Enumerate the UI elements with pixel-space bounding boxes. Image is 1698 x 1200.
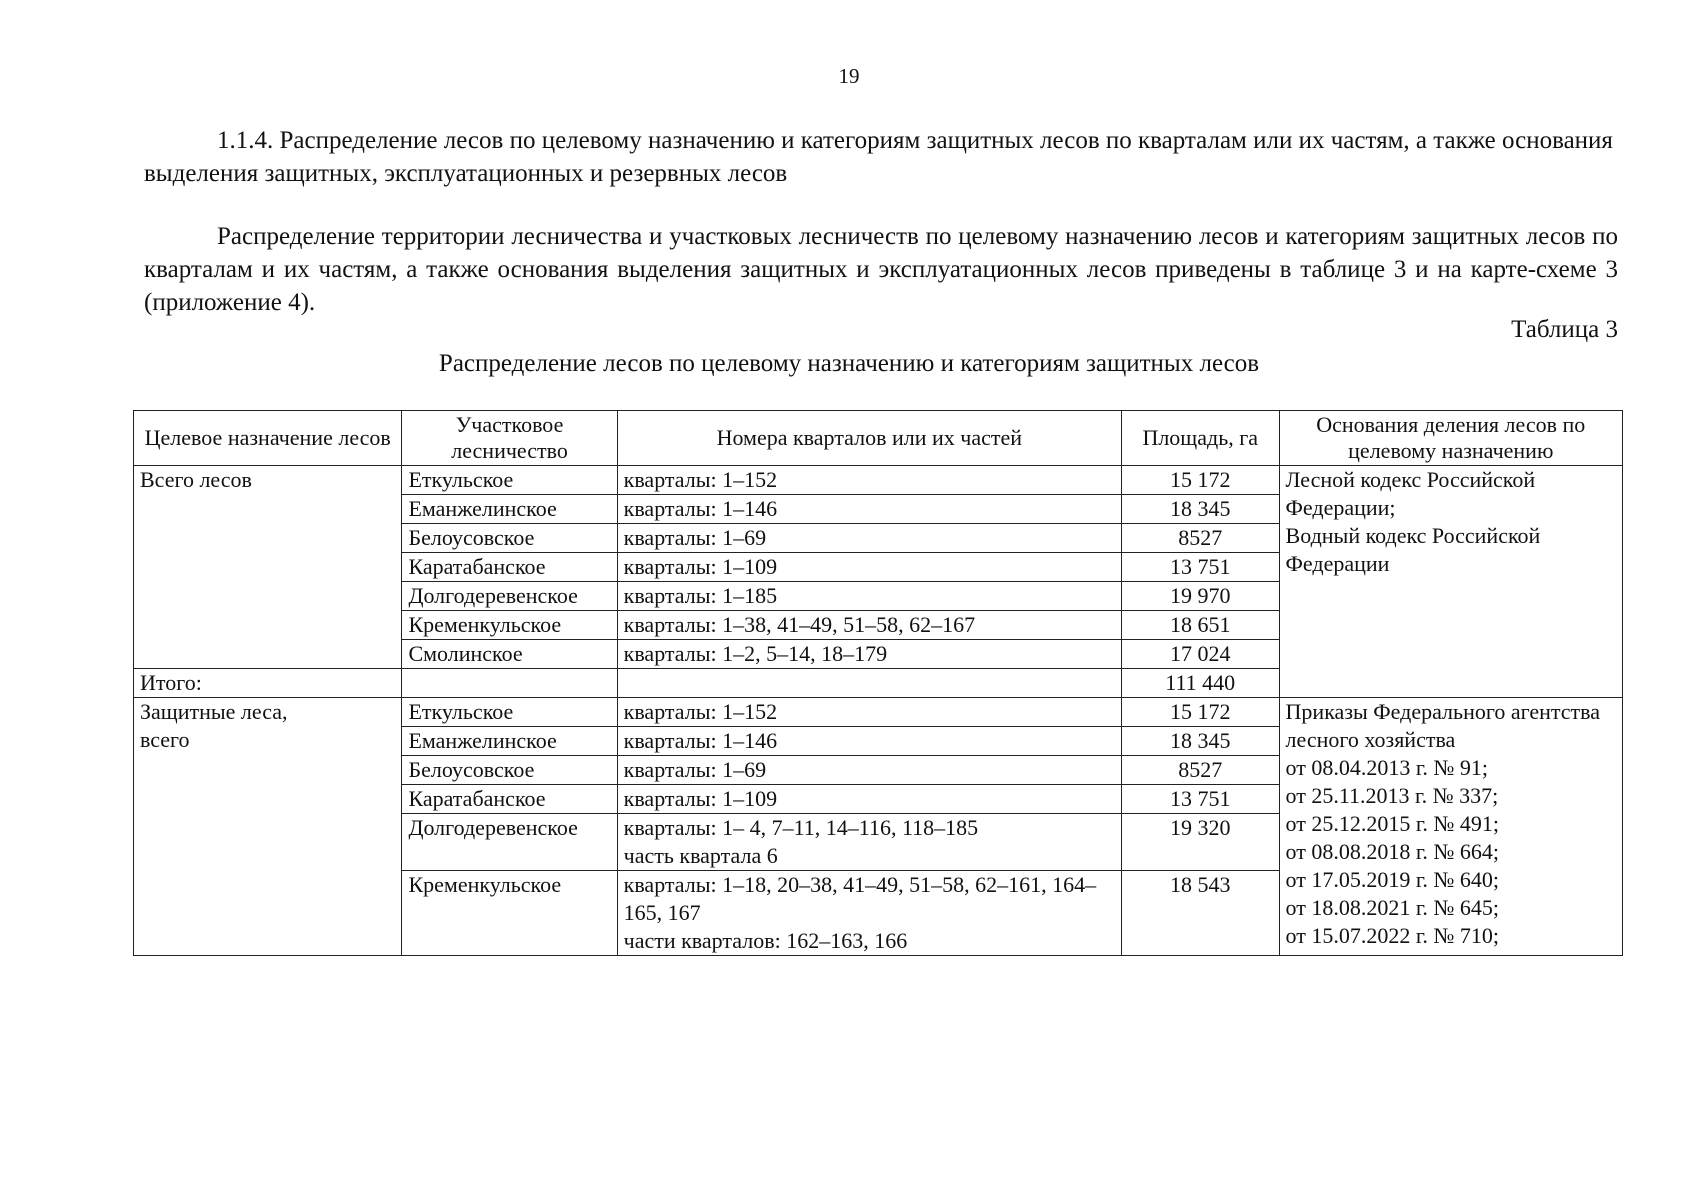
- quarters-cell: кварталы: 1–185: [617, 582, 1121, 611]
- area-cell: 18 543: [1121, 871, 1279, 956]
- table-label: Таблица 3: [1511, 316, 1618, 343]
- basis-line: от 15.07.2022 г. № 710;: [1285, 923, 1499, 948]
- table-header-row: [134, 411, 1623, 466]
- table-row: [134, 466, 1623, 495]
- quarters-cell: кварталы: 1–109: [617, 553, 1121, 582]
- forestry-cell: Каратабанское: [402, 785, 617, 814]
- table-title: Распределение лесов по целевому назначению и категориям защитных лесов: [438, 350, 1260, 377]
- quarters-cell: кварталы: 1–109: [617, 785, 1121, 814]
- quarters-cell: [617, 814, 1121, 871]
- forestry-cell: Еманжелинское: [402, 495, 617, 524]
- basis-line: от 08.08.2018 г. № 664;: [1285, 839, 1499, 864]
- basis-cell-orders: [1279, 698, 1622, 956]
- quarters-cell: [617, 871, 1121, 956]
- empty-cell: [617, 669, 1121, 698]
- total-label: Итого:: [134, 669, 402, 698]
- forestry-cell: Смолинское: [402, 640, 617, 669]
- forestry-cell: Каратабанское: [402, 553, 617, 582]
- section-heading: 1.1.4. Распределение лесов по целевому назначению и категориям защитных лесов по кварталам или их частям, а также основания выделения защитных, эксплуатационных и резервных лесов: [144, 127, 1613, 187]
- area-cell: 15 172: [1121, 698, 1279, 727]
- basis-line: от 25.11.2013 г. № 337;: [1285, 783, 1499, 808]
- quarters-cell: кварталы: 1–152: [617, 466, 1121, 495]
- header-quarters: Номера кварталов или их частей: [617, 411, 1121, 466]
- quarters-line: часть квартала 6: [623, 843, 778, 868]
- area-cell: 18 345: [1121, 727, 1279, 756]
- forestry-cell: Кременкульское: [402, 871, 617, 956]
- purpose-cell-all-forests: Всего лесов: [134, 466, 402, 669]
- forestry-cell: Еманжелинское: [402, 727, 617, 756]
- page-number: 19: [838, 64, 860, 88]
- forestry-cell: Белоусовское: [402, 756, 617, 785]
- quarters-cell: кварталы: 1–152: [617, 698, 1121, 727]
- quarters-cell: кварталы: 1–38, 41–49, 51–58, 62–167: [617, 611, 1121, 640]
- table-row: [134, 698, 1623, 727]
- area-cell: 13 751: [1121, 553, 1279, 582]
- quarters-cell: кварталы: 1–69: [617, 756, 1121, 785]
- basis-line: Лесной кодекс Российской Федерации;: [1285, 467, 1536, 520]
- basis-line: Приказы Федерального агентства лесного хозяйства: [1285, 699, 1600, 752]
- header-purpose: Целевое назначение лесов: [134, 411, 402, 466]
- total-area: 111 440: [1121, 669, 1279, 698]
- basis-line: от 25.12.2015 г. № 491;: [1285, 811, 1499, 836]
- basis-line: от 08.04.2013 г. № 91;: [1285, 755, 1488, 780]
- purpose-line: Защитные леса,: [140, 699, 288, 724]
- area-cell: 8527: [1121, 524, 1279, 553]
- empty-cell: [402, 669, 617, 698]
- forestry-cell: Белоусовское: [402, 524, 617, 553]
- body-paragraph: Распределение территории лесничества и участковых лесничеств по целевому назначению лесов и категориям защитных лесов по кварталам и их частям, а также основания выделения защитных и эксплуатационных лесов приведены в таблице 3 и на карте-схеме 3 (приложение 4).: [144, 223, 1618, 316]
- quarters-line: части кварталов: 162–163, 166: [623, 928, 908, 953]
- quarters-cell: кварталы: 1–69: [617, 524, 1121, 553]
- basis-line: от 18.08.2021 г. № 645;: [1285, 895, 1499, 920]
- quarters-cell: кварталы: 1–146: [617, 727, 1121, 756]
- header-basis: Основания деления лесов по целевому назначению: [1279, 411, 1622, 466]
- basis-line: от 17.05.2019 г. № 640;: [1285, 867, 1499, 892]
- area-cell: 17 024: [1121, 640, 1279, 669]
- forestry-cell: Еткульское: [402, 466, 617, 495]
- purpose-cell-protective: [134, 698, 402, 956]
- area-cell: 8527: [1121, 756, 1279, 785]
- header-forestry: Участковое лесничество: [402, 411, 617, 466]
- quarters-line: кварталы: 1– 4, 7–11, 14–116, 118–185: [623, 815, 979, 840]
- area-cell: 13 751: [1121, 785, 1279, 814]
- area-cell: 15 172: [1121, 466, 1279, 495]
- quarters-cell: кварталы: 1–2, 5–14, 18–179: [617, 640, 1121, 669]
- area-cell: 18 345: [1121, 495, 1279, 524]
- quarters-line: кварталы: 1–18, 20–38, 41–49, 51–58, 62–161, 164–165, 167: [623, 872, 1097, 925]
- forestry-cell: Еткульское: [402, 698, 617, 727]
- forestry-cell: Долгодеревенское: [402, 582, 617, 611]
- purpose-line: всего: [140, 727, 190, 752]
- header-area: Площадь, га: [1121, 411, 1279, 466]
- basis-cell-codes: [1279, 466, 1622, 698]
- area-cell: 19 970: [1121, 582, 1279, 611]
- forestry-cell: Кременкульское: [402, 611, 617, 640]
- area-cell: 18 651: [1121, 611, 1279, 640]
- basis-line: Водный кодекс Российской Федерации: [1285, 523, 1541, 576]
- forest-distribution-table: [133, 410, 1623, 956]
- forestry-cell: Долгодеревенское: [402, 814, 617, 871]
- area-cell: 19 320: [1121, 814, 1279, 871]
- quarters-cell: кварталы: 1–146: [617, 495, 1121, 524]
